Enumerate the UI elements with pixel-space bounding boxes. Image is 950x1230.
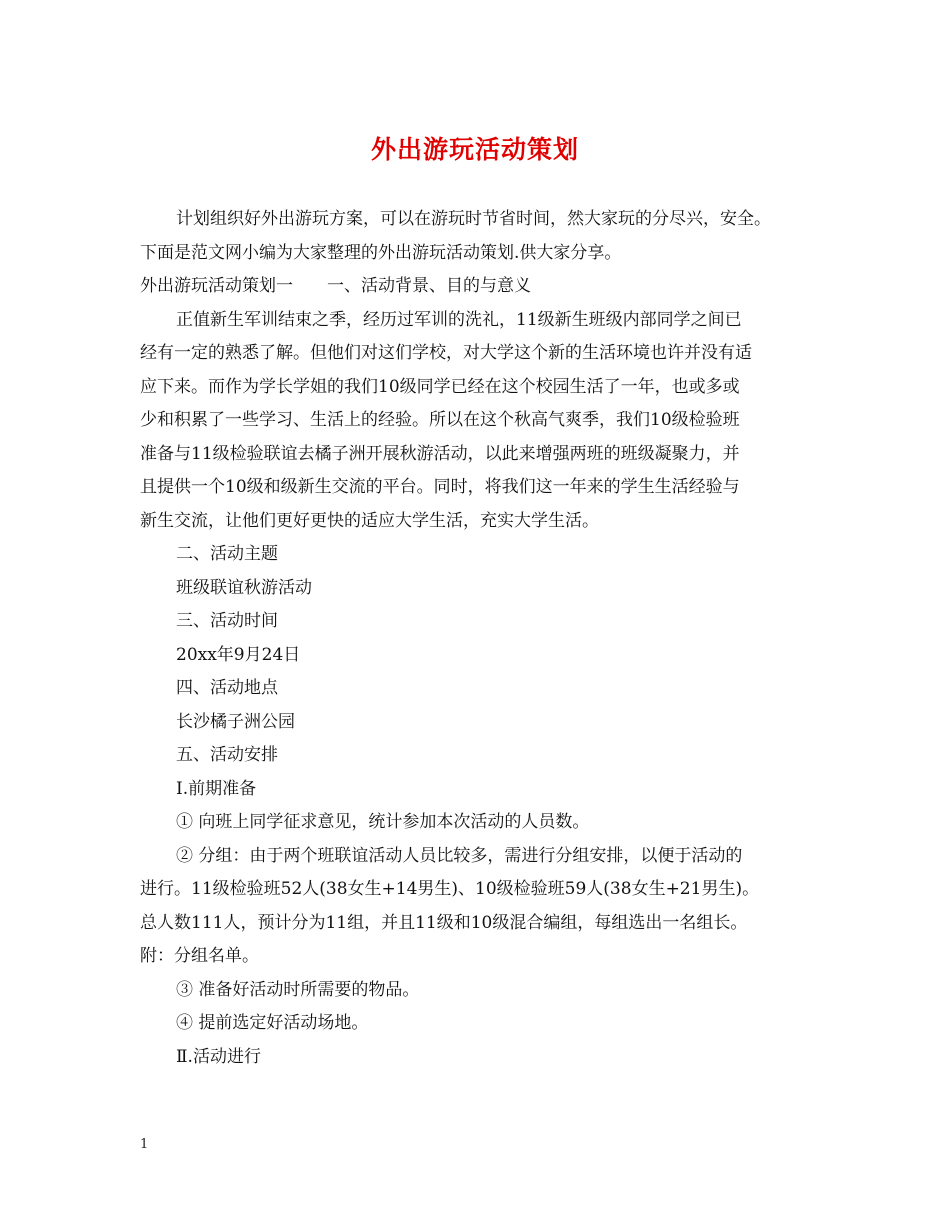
prep-item-1: ① 向班上同学征求意见，统计参加本次活动的人员数。 xyxy=(176,812,590,832)
prep-item-2-line-2: 进行。11级检验班52人(38女生+14男生)、10级检验班59人(38女生+21男生)。 xyxy=(140,879,760,899)
place-heading: 四、活动地点 xyxy=(176,678,278,698)
prep-item-4: ④ 提前选定好活动场地。 xyxy=(176,1013,369,1033)
background-line-7: 新生交流，让他们更好更快的适应大学生活，充实大学生活。 xyxy=(140,510,599,531)
prep-item-2-line-4: 附：分组名单。 xyxy=(140,946,259,966)
background-line-4: 少和积累了一些学习、生活上的经验。所以在这个秋高气爽季，我们10级检验班 xyxy=(140,410,740,430)
section-header-right: 一、活动背景、目的与意义 xyxy=(327,276,531,296)
section-header-left: 外出游玩活动策划一 xyxy=(140,276,293,296)
section-header-line xyxy=(140,270,830,304)
prep-heading: Ⅰ.前期准备 xyxy=(176,778,257,799)
prep-item-2-line-3: 总人数111人，预计分为11组，并且11级和10级混合编组，每组选出一名组长。 xyxy=(140,912,748,933)
background-line-1: 正值新生军训结束之季，经历过军训的洗礼，11级新生班级内部同学之间已 xyxy=(176,309,742,330)
background-line-2: 经有一定的熟悉了解。但他们对这们学校，对大学这个新的生活环境也许并没有适 xyxy=(140,343,752,363)
progress-heading: Ⅱ.活动进行 xyxy=(176,1046,261,1067)
theme-heading: 二、活动主题 xyxy=(176,544,278,564)
prep-item-2-line-1: ② 分组：由于两个班联谊活动人员比较多，需进行分组安排，以便于活动的 xyxy=(176,845,743,866)
arrangement-heading: 五、活动安排 xyxy=(176,745,278,765)
background-line-3: 应下来。而作为学长学姐的我们10级同学已经在这个校园生活了一年，也或多或 xyxy=(140,376,740,397)
document-title: 外出游玩活动策划 xyxy=(370,135,579,164)
intro-line-1: 计划组织好外出游玩方案，可以在游玩时节省时间，然大家玩的分尽兴，安全。 xyxy=(176,209,771,229)
intro-line-2: 下面是范文网小编为大家整理的外出游玩活动策划.供大家分享。 xyxy=(140,242,622,263)
theme-value: 班级联谊秋游活动 xyxy=(176,577,312,598)
document-body xyxy=(140,203,830,1074)
place-value: 长沙橘子洲公园 xyxy=(176,711,295,732)
prep-item-3: ③ 准备好活动时所需要的物品。 xyxy=(176,979,420,1000)
background-line-6: 且提供一个10级和级新生交流的平台。同时，将我们这一年来的学生生活经验与 xyxy=(140,477,740,497)
background-line-5: 准备与11级检验联谊去橘子洲开展秋游活动，以此来增强两班的班级凝聚力，并 xyxy=(140,443,740,464)
time-heading: 三、活动时间 xyxy=(176,611,278,631)
time-value: 20xx年9月24日 xyxy=(176,644,301,665)
page-number: 1 xyxy=(140,1137,149,1152)
